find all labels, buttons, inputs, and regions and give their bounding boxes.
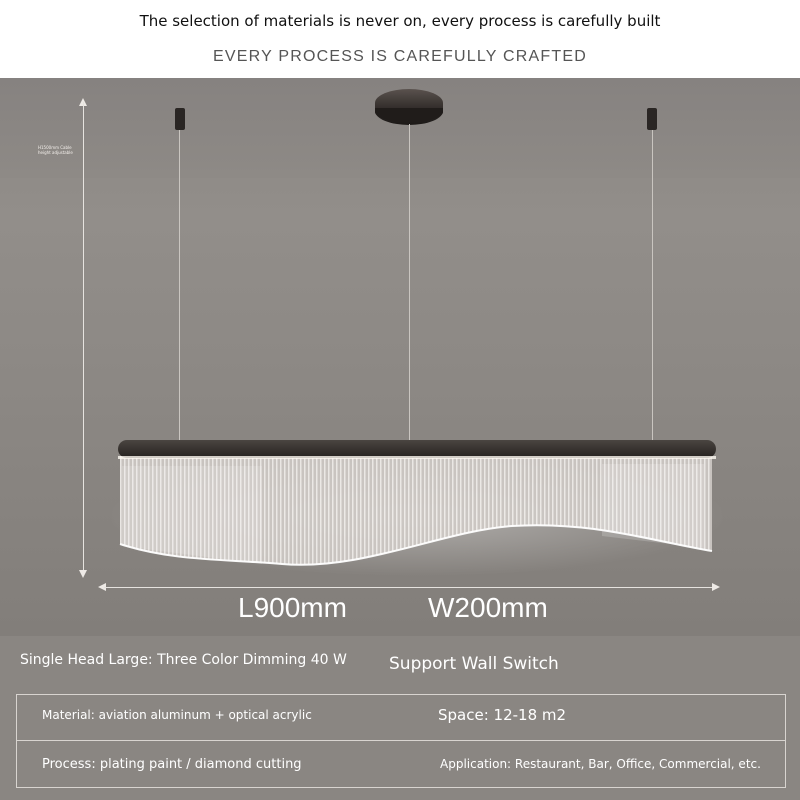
length-dimension-line	[104, 587, 714, 588]
width-label: W200mm	[428, 592, 548, 623]
space-spec: Space: 12-18 m2	[438, 706, 567, 724]
suspension-cable-left	[179, 130, 180, 442]
headline: The selection of materials is never on, every process is carefully built	[139, 12, 661, 30]
header-banner	[0, 0, 800, 78]
subheadline: EVERY PROCESS IS CAREFULLY CRAFTED	[213, 48, 587, 65]
length-arrow-right-icon	[712, 583, 720, 591]
cable-clip-right	[647, 108, 657, 130]
height-note: H1500mm Cable height adjustable	[38, 145, 73, 155]
pendant-lamp	[112, 436, 722, 576]
switch-spec: Support Wall Switch	[389, 654, 559, 674]
length-label: L900mm	[238, 592, 347, 623]
product-photo	[0, 78, 800, 636]
suspension-cable-right	[652, 130, 653, 442]
cable-clip-left	[175, 108, 185, 130]
height-dimension-line	[83, 102, 84, 572]
application-spec: Application: Restaurant, Bar, Office, Commercial, etc.	[440, 757, 761, 771]
process-spec: Process: plating paint / diamond cutting	[42, 757, 302, 772]
variant-spec: Single Head Large: Three Color Dimming 40 W	[20, 652, 347, 668]
height-arrow-down-icon	[79, 570, 87, 578]
material-spec: Material: aviation aluminum + optical acrylic	[42, 708, 312, 722]
spec-table-divider	[16, 740, 786, 741]
suspension-cable-center	[409, 124, 410, 442]
